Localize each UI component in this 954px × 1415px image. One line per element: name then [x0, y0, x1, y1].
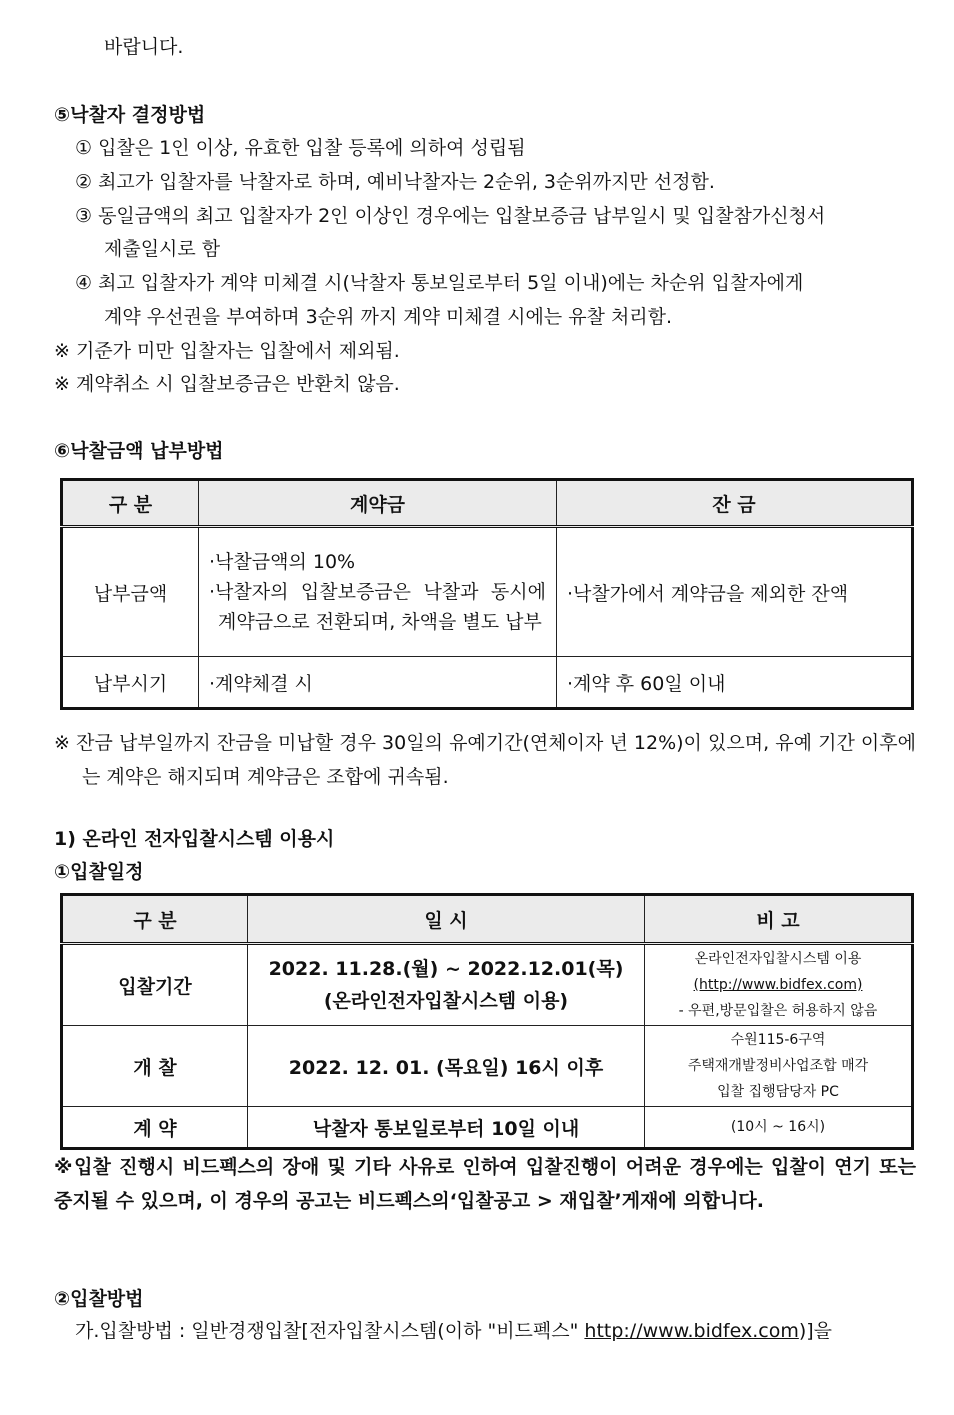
table-row	[62, 1107, 913, 1149]
method-suffix: )]을	[798, 1320, 833, 1342]
remark-cell	[645, 944, 913, 1026]
method-title: ②입찰방법	[54, 1288, 144, 1310]
section5-note-2: ※ 계약취소 시 입찰보증금은 반환치 않음.	[54, 373, 400, 395]
online-title: 1) 온라인 전자입찰시스템 이용시	[54, 828, 335, 850]
deposit-line-1: ·낙찰금액의 10%	[209, 551, 356, 573]
date-line-2: (온라인전자입찰시스템 이용)	[323, 990, 569, 1012]
balance-cell: ·계약 후 60일 이내	[557, 657, 913, 709]
row-label: 계 약	[62, 1107, 248, 1149]
table-row	[62, 944, 913, 1026]
row-label: 납부금액	[62, 527, 199, 657]
intro-text: 바랍니다.	[104, 36, 184, 58]
section5-item-1: ① 입찰은 1인 이상, 유효한 입찰 등록에 의하여 성립됨	[75, 137, 526, 159]
header-datetime: 일 시	[248, 895, 645, 944]
bidfex-link[interactable]: (http://www.bidfex.com)	[693, 977, 863, 993]
method-link[interactable]: http://www.bidfex.com	[584, 1320, 799, 1342]
row-label: 납부시기	[62, 657, 199, 709]
section5-item-4-cont: 계약 우선권을 부여하며 3순위 까지 계약 미체결 시에는 유찰 처리함.	[104, 306, 673, 328]
section6-title: ⑥낙찰금액 납부방법	[54, 440, 224, 462]
date-cell: 2022. 12. 01. (목요일) 16시 이후	[248, 1026, 645, 1107]
section5-item-3: ③ 동일금액의 최고 입찰자가 2인 이상인 경우에는 입찰보증금 납부일시 및 입찰참가신청서	[75, 205, 826, 227]
table-row	[62, 1026, 913, 1107]
remark-line-3: - 우편,방문입찰은 허용하지 않음	[678, 1003, 878, 1019]
date-cell: 낙찰자 통보일로부터 10일 이내	[248, 1107, 645, 1149]
remark-line-1: 수원115-6구역	[730, 1032, 826, 1048]
section6-note: ※ 잔금 납부일까지 잔금을 미납할 경우 30일의 유예기간(연체이자 년 12%)이 있으며, 유예 기간 이후에는 계약은 해지되며 계약금은 조합에 귀속됨.	[54, 732, 916, 788]
header-category: 구 분	[62, 480, 199, 527]
deposit-cell	[199, 527, 557, 657]
remark-cell: (10시 ~ 16시)	[645, 1107, 913, 1149]
row-label: 입찰기간	[62, 944, 248, 1026]
remark-cell	[645, 1026, 913, 1107]
schedule-table-header	[62, 895, 913, 944]
payment-table-header	[62, 480, 913, 527]
header-deposit: 계약금	[199, 480, 557, 527]
date-line-1: 2022. 11.28.(월) ~ 2022.12.01(목)	[268, 958, 624, 980]
method-prefix: 가.입찰방법 : 일반경쟁입찰[전자입찰시스템(이하 "비드펙스"	[75, 1320, 585, 1342]
table-row	[62, 527, 913, 657]
schedule-title: ①입찰일정	[54, 861, 144, 883]
section5-item-3-cont: 제출일시로 함	[104, 238, 221, 260]
header-balance: 잔 금	[557, 480, 913, 527]
section5-title: ⑤낙찰자 결정방법	[54, 104, 206, 126]
section5-item-2: ② 최고가 입찰자를 낙찰자로 하며, 예비낙찰자는 2순위, 3순위까지만 선정함.	[75, 171, 715, 193]
remark-line-3: 입찰 집행담당자 PC	[717, 1084, 839, 1100]
payment-table	[60, 478, 914, 710]
row-label: 개 찰	[62, 1026, 248, 1107]
balance-cell: ·낙찰가에서 계약금을 제외한 잔액	[557, 527, 913, 657]
section5-note-1: ※ 기준가 미만 입찰자는 입찰에서 제외됨.	[54, 340, 400, 362]
table-row	[62, 657, 913, 709]
remark-line-2: 주택재개발정비사업조합 매각	[687, 1058, 869, 1074]
header-remark: 비 고	[645, 895, 913, 944]
date-cell	[248, 944, 645, 1026]
deposit-cell: ·계약체결 시	[199, 657, 557, 709]
section5-item-4: ④ 최고 입찰자가 계약 미체결 시(낙찰자 통보일로부터 5일 이내)에는 차순위 입찰자에게	[75, 272, 804, 294]
header-category: 구 분	[62, 895, 248, 944]
schedule-table	[60, 893, 914, 1150]
online-note: ※입찰 진행시 비드펙스의 장애 및 기타 사유로 인하여 입찰진행이 어려운 경우에는 입찰이 연기 또는 중지될 수 있으며, 이 경우의 공고는 비드펙스의‘입찰공고 > 재입찰’게재에 의합니다.	[54, 1156, 916, 1212]
deposit-line-2: ·낙찰자의 입찰보증금은 낙찰과 동시에 계약금으로 전환되며, 차액을 별도 납부	[209, 581, 546, 633]
method-line	[75, 1318, 832, 1344]
remark-line-1: 온라인전자입찰시스템 이용	[694, 951, 862, 967]
